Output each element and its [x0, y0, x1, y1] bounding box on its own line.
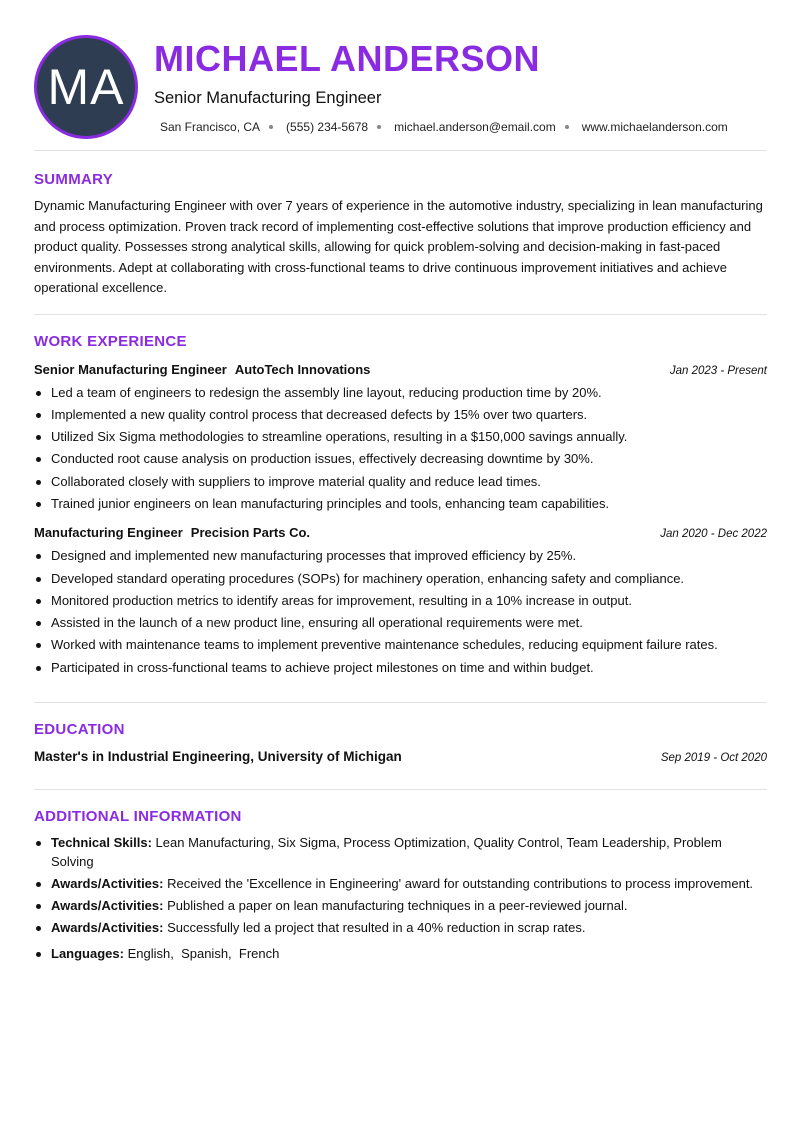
bullet-item: Trained junior engineers on lean manufacturing principles and tools, enhancing team capabilities. — [34, 493, 767, 515]
candidate-name: MICHAEL ANDERSON — [154, 38, 541, 79]
item-text: Published a paper on lean manufacturing techniques in a peer-reviewed journal. — [167, 897, 628, 913]
avatar — [34, 35, 138, 139]
item-text: English, Spanish, French — [127, 945, 280, 961]
bullet-item: Designed and implemented new manufacturing processes that improved efficiency by 25%. — [34, 545, 767, 567]
education-section — [34, 703, 767, 764]
bullet-item: Utilized Six Sigma methodologies to streamline operations, resulting in a $150,000 savings annually. — [34, 426, 767, 448]
candidate-title: Senior Manufacturing Engineer — [154, 89, 382, 107]
contact-info — [160, 120, 728, 134]
job-header — [34, 525, 767, 540]
item-label: Awards/Activities: — [51, 920, 164, 936]
item-label: Awards/Activities: — [51, 875, 164, 891]
contact-location: San Francisco, CA — [160, 120, 261, 134]
job-bullets — [34, 545, 767, 679]
additional-item — [34, 945, 767, 964]
job-header — [34, 362, 767, 377]
contact-email[interactable]: michael.anderson@email.com — [394, 120, 556, 134]
bullet-item: Conducted root cause analysis on production issues, effectively decreasing downtime by 30%. — [34, 448, 767, 470]
job-company: Precision Parts Co. — [190, 525, 311, 541]
additional-item — [34, 834, 767, 871]
additional-section — [34, 790, 767, 963]
section-heading: WORK EXPERIENCE — [34, 332, 187, 350]
additional-item — [34, 897, 767, 916]
bullet-item: Collaborated closely with suppliers to improve material quality and reduce lead times. — [34, 471, 767, 493]
job-title: Manufacturing Engineer — [34, 525, 183, 541]
job-title-line — [34, 525, 310, 540]
bullet-item: Developed standard operating procedures (SOPs) for machinery operation, enhancing safety and compliance. — [34, 568, 767, 590]
avatar-initials: MA — [47, 59, 125, 115]
additional-list — [34, 834, 767, 963]
summary-text: Dynamic Manufacturing Engineer with over 7 years of experience in the automotive industry, specializing in lean manufacturing and process optimization. Proven track record of implementing cost-effective solutions that improve production efficiency and product quality. Possesses strong analytical skills, allowing for quick problem-solving and decision-making in fast-paced environments. Adept at collaborating with cross-functional teams to drive continuous improvement initiatives and achieve operational excellence. — [34, 198, 763, 295]
job-date: Jan 2023 - Present — [669, 364, 767, 377]
resume-page — [34, 0, 767, 967]
item-label: Awards/Activities: — [51, 897, 164, 913]
summary-section — [34, 151, 767, 299]
bullet-item: Assisted in the launch of a new product line, ensuring all operational requirements were met. — [34, 612, 767, 634]
additional-item — [34, 919, 767, 938]
job-entry — [34, 525, 767, 679]
contact-website[interactable]: www.michaelanderson.com — [581, 120, 728, 134]
bullet-item: Worked with maintenance teams to implement preventive maintenance schedules, reducing equipment failure rates. — [34, 634, 767, 656]
experience-section — [34, 315, 767, 680]
job-bullets — [34, 382, 767, 516]
section-heading: EDUCATION — [34, 721, 125, 739]
item-text: Successfully led a project that resulted in a 40% reduction in scrap rates. — [167, 920, 586, 936]
item-text: Lean Manufacturing, Six Sigma, Process Optimization, Quality Control, Team Leadership, Problem Solving — [51, 835, 722, 869]
bullet-item: Implemented a new quality control process that decreased defects by 15% over two quarters. — [34, 404, 767, 426]
job-title-line — [34, 362, 370, 377]
item-label: Languages: — [51, 945, 124, 961]
contact-separator — [377, 125, 381, 129]
job-title: Senior Manufacturing Engineer — [34, 361, 227, 377]
bullet-item: Led a team of engineers to redesign the assembly line layout, reducing production time by 20%. — [34, 382, 767, 404]
contact-separator — [269, 125, 273, 129]
job-company: AutoTech Innovations — [234, 361, 371, 377]
resume-header — [34, 0, 767, 150]
education-date: Sep 2019 - Oct 2020 — [660, 752, 767, 765]
section-heading: ADDITIONAL INFORMATION — [34, 808, 242, 826]
section-heading: SUMMARY — [34, 171, 114, 188]
item-text: Received the 'Excellence in Engineering' award for outstanding contributions to process improvement. — [167, 875, 754, 891]
education-entry — [34, 749, 767, 764]
bullet-item: Monitored production metrics to identify areas for improvement, resulting in a 10% increase in output. — [34, 590, 767, 612]
job-entry — [34, 362, 767, 516]
degree: Master's in Industrial Engineering, University of Michigan — [34, 749, 402, 765]
contact-phone: (555) 234-5678 — [286, 120, 369, 134]
job-date: Jan 2020 - Dec 2022 — [660, 528, 767, 541]
bullet-item: Participated in cross-functional teams to achieve project milestones on time and within budget. — [34, 657, 767, 679]
additional-item — [34, 875, 767, 894]
contact-separator — [565, 125, 569, 129]
item-label: Technical Skills: — [51, 835, 152, 851]
